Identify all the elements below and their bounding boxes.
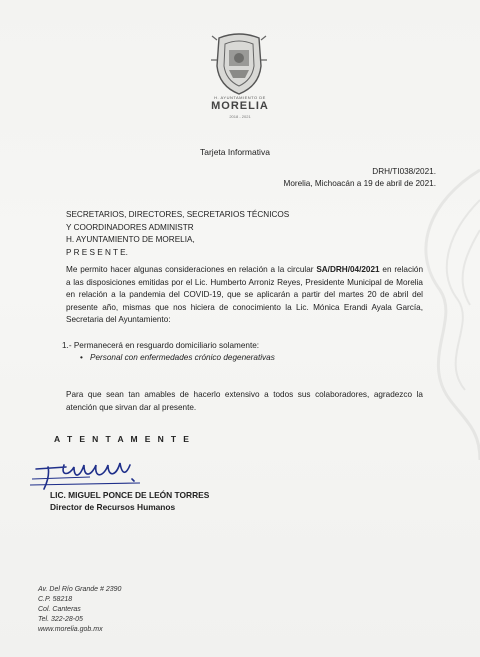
recipients-block — [66, 209, 289, 259]
recipient-line: P R E S E N T E. — [66, 247, 128, 257]
bullet-text: Personal con enfermedades crónico degenerativas — [90, 353, 275, 362]
closing-word: A T E N T A M E N T E — [54, 434, 192, 444]
bullet-item — [80, 352, 275, 365]
recipient-line: Y COORDINADORES ADMINISTR — [66, 222, 194, 232]
circular-reference: SA/DRH/04/2021 — [316, 265, 380, 274]
recipient-line: H. AYUNTAMIENTO DE MORELIA, — [66, 235, 195, 244]
list-item-1: 1.- Permanecerá en resguardo domiciliario solamente: — [62, 341, 260, 350]
footer-colony: Col. Canteras — [38, 606, 81, 613]
intro-text-cont: en relación a las disposiciones emitidas por el Lic. Humberto Arroniz Reyes, Presidente Municipal de Morelia en relación a la pandemia del COVID-19, que se aplicarán a partir del martes 20 de abril del presente año, mismas que nos hiciera de conocimiento la Lic. Mónica Erandi Ayala García, Secretaria del Ayuntamiento: — [66, 265, 423, 324]
footer-address: Av. Del Río Grande # 2390 — [38, 586, 122, 593]
signer-name: LIC. MIGUEL PONCE DE LEÓN TORRES — [50, 490, 210, 500]
document-reference: DRH/TI038/2021. — [372, 167, 436, 176]
footer-postal-code: C.P. 58218 — [38, 596, 73, 603]
paragraph-closing: Para que sean tan amables de hacerlo extensivo a todos sus colaboradores, agradezco la atención que sirvan dar al presente. — [66, 390, 423, 412]
recipient-line: SECRETARIOS, DIRECTORES, SECRETARIOS TÉCNICOS — [66, 210, 290, 219]
brand-years: 2018 - 2021 — [229, 114, 251, 119]
paragraph-intro — [66, 264, 423, 327]
morelia-coat-of-arms-logo — [209, 30, 269, 96]
brand-name: MORELIA — [211, 100, 269, 112]
intro-text: Me permito hacer algunas consideraciones en relación a la circular — [66, 265, 317, 274]
signer-role: Director de Recursos Humanos — [50, 502, 176, 512]
document-date: Morelia, Michoacán a 19 de abril de 2021. — [283, 179, 436, 188]
brand-subtitle: H. AYUNTAMIENTO DE — [214, 95, 266, 100]
footer-website-link[interactable]: www.morelia.gob.mx — [38, 626, 103, 633]
document-title: Tarjeta Informativa — [200, 147, 270, 157]
bullet-icon: • — [80, 353, 83, 362]
footer-phone: Tel. 322-28-05 — [38, 616, 83, 623]
